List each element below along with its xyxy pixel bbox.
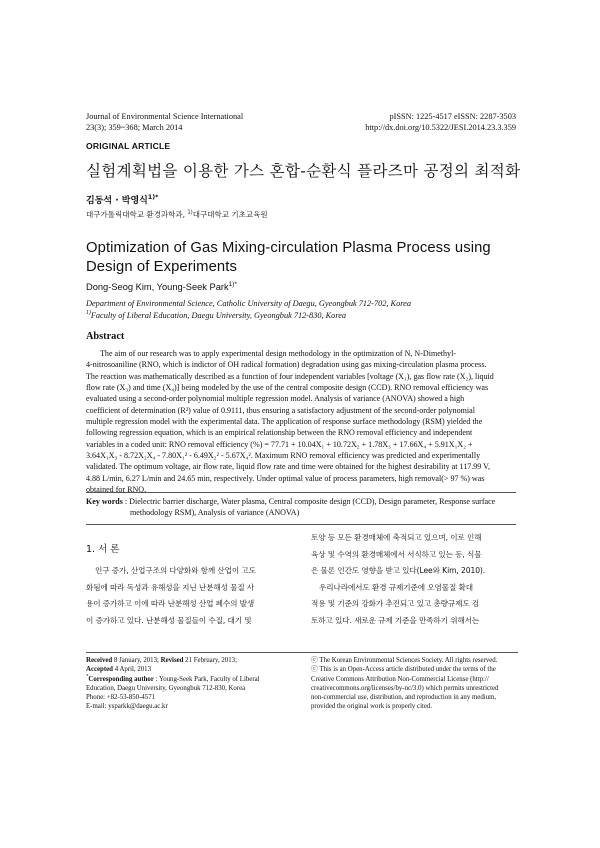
corr-text: : Young-Seek Park, Faculty of Liberal (153, 675, 260, 683)
abstract-line: 3.64X₁X₃ - 8.72X₂X₄ - 7.80X₁² - 6.49X₂² - 5.67X₄². Maximum RNO removal efficiency was predicted and experimentally (86, 451, 481, 461)
intro-line: 이 증가하고 있다. 난분해성 물질들이 수질, 대기 및 (86, 615, 252, 625)
abstract-heading: Abstract (86, 331, 125, 342)
license-line: Creative Commons Attribution Non-Commercial License (http:// (311, 675, 489, 683)
intro-line: 우리나라에서도 환경 규제기준에 오염물질 확대 (319, 582, 473, 592)
revised-label: Revised (160, 657, 184, 664)
authors-english: Dong-Seog Kim, Young-Seek Park$^{1)*}$ (86, 280, 237, 292)
keywords-line2: methodology RSM), Analysis of variance (ANOVA) (130, 508, 300, 518)
intro-line: 인구 증가, 산업구조의 다양화와 함께 산업이 고도 (95, 566, 256, 575)
intro-right-column (311, 530, 521, 630)
corr-label: Corresponding author (88, 675, 154, 683)
abstract-line: variables in a coded unit: RNO removal efficiency (%) = 77.71 + 10.04X₁ + 10.72X₂ + 1.78X₃ + 17.66X₄ + 5.91X₁X₂ + (86, 439, 473, 449)
article-doi[interactable]: http://dx.doi.org/10.5322/JESI.2014.23.3.359 (365, 123, 516, 132)
footnote-left (86, 656, 298, 712)
affiliation-english (86, 298, 411, 322)
journal-name: Journal of Environmental Science International (86, 112, 244, 121)
affiliation-english-1: Department of Environmental Science, Catholic University of Daegu, Gyeongbuk 712-702, Korea (86, 299, 411, 308)
affil-en-superscript: 1) (86, 310, 91, 317)
keywords-bottom-rule (86, 524, 516, 525)
abstract-line: 4.88 L/min, 6.27 L/min and 24.65 min, respectively. Under optimal value of process parameters, high removal(> 97 %) was (86, 473, 485, 483)
accepted-label: Accepted (86, 666, 113, 674)
authors-en-superscript: 1)* (228, 280, 237, 288)
affil-ko-superscript: 1) (187, 209, 193, 216)
abstract-line: The reaction was mathematically described as a function of four independent variables [voltage (X₁), gas flow rate (X₂), liquid (86, 371, 494, 381)
abstract-line: flow rate (X₃) and time (X₄)] being modeled by the use of the central composite design (CCD). RNO removal efficiency was (86, 383, 489, 393)
intro-line: 토하고 있다. 새로운 규제 기준을 만족하기 위해서는 (311, 615, 480, 625)
corresponding-author (86, 675, 298, 684)
abstract-line: following regression equation, which is an empirical relationship between the RNO removal efficiency and independent (86, 428, 473, 438)
abstract-line: multiple regression model with the experimental data. The application of response surface methodology (RSM) yielded the (86, 417, 483, 427)
abstract-body (86, 348, 516, 495)
journal-issn: pISSN: 1225-4517 eISSN: 2287-3503 (389, 112, 516, 121)
license-line: ⓒ This is an Open-Access article distributed under the terms of the (311, 666, 496, 674)
authors-korean: 김동석 · 박영식$^{1)*}$ (86, 194, 159, 206)
intro-line: 적용 및 기준의 강화가 추진되고 있고 총량규제도 검 (311, 599, 480, 609)
authors-ko-superscript: 1)* (147, 194, 159, 201)
keywords-label: Key words (86, 497, 123, 506)
abstract-line: The aim of our research was to apply experimental design methodology in the optimization of N, N-Dimethyl- (100, 349, 456, 358)
journal-volume: 23(3); 359~368; March 2014 (86, 123, 183, 132)
affiliation-english-2: $^{1)}$Faculty of Liberal Education, Daegu University, Gyeongbuk 712-830, Korea (86, 310, 347, 320)
section-heading-introduction: 1. 서 론 (86, 544, 120, 555)
footnote-right (311, 656, 521, 712)
keywords-line1: : Dielectric barrier discharge, Water plasma, Central composite design (CCD), Design parameter, Response surface (122, 497, 496, 506)
abstract-line: coefficient of determination (R²) value of 0.9111, thus ensuring a satisfactory adjustment of the second-order polynomial (86, 405, 475, 415)
received-label: Received (86, 657, 113, 664)
license-line: non-commercial use, distribution, and reproduction in any medium, (311, 694, 497, 702)
corresponding-address: Education, Daegu University, Gyeongbuk 712-830, Korea (86, 684, 246, 692)
accepted-date: 4 April, 2013 (112, 666, 152, 674)
email-link[interactable]: E-mail: ysparkk@daegu.ac.kr (86, 703, 168, 711)
affiliation-korean: 대구가톨릭대학교 환경과학과, $^{1)}$대구대학교 기초교육원 (86, 209, 268, 219)
license-line: provided the original work is properly cited. (311, 703, 433, 711)
keywords (86, 496, 518, 519)
phone: Phone: +82-53-850-4571 (86, 694, 156, 702)
intro-left-column (86, 563, 296, 629)
intro-line: 토양 등 모든 환경매체에 축적되고 있으며, 이로 인해 (311, 533, 482, 542)
abstract-line: validated. The optimum voltage, air flow rate, liquid flow rate and time were obtained for the highest desirability at 117.99 V, (86, 462, 490, 472)
received-date: 8 January, 2013; (112, 657, 161, 664)
intro-line: 용이 증가하고 이에 따라 난분해성 산업 폐수의 발생 (86, 599, 255, 609)
title-english-line2: Design of Experiments (86, 258, 237, 275)
title-english (86, 239, 491, 276)
footnote-rule (86, 652, 518, 653)
intro-line: 화됨에 따라 독성과 유해성을 지닌 난분해성 물질 사 (86, 582, 255, 592)
corr-superscript: * (86, 674, 89, 680)
footnote-dates-line1 (86, 656, 298, 665)
article-type-label: ORIGINAL ARTICLE (86, 141, 171, 151)
license-line: ⓒ The Korean Environmental Sciences Society. All rights reserved. (311, 657, 498, 664)
license-line[interactable]: creativecommons.org/licenses/by-nc/3.0) which permits unrestricted (311, 684, 499, 692)
abstract-line: evaluated using a second-order polynomial multiple regression model. Analysis of variance (ANOVA) showed a high (86, 394, 465, 404)
keywords-top-rule (86, 492, 516, 493)
title-korean: 실험계획법을 이용한 가스 혼합-순환식 플라즈마 공정의 최적화 (86, 162, 521, 180)
revised-date: 21 February, 2013; (183, 657, 237, 664)
abstract-line: obtained for RNO. (86, 485, 147, 495)
intro-line: 육상 및 수역의 환경매체에서 서식하고 있는 동, 식물 (311, 549, 482, 559)
intro-line: 은 물론 인간도 영향을 받고 있다(Lee와 Kim, 2010). (311, 566, 486, 576)
abstract-line: 4-nitrosoaniline (RNO, which is indictor of OH radical formation) degradation using gas mixing-circulation plasma process. (86, 360, 487, 370)
footnote-dates-line2 (86, 665, 298, 674)
title-english-line1: Optimization of Gas Mixing-circulation Plasma Process using (86, 240, 491, 256)
